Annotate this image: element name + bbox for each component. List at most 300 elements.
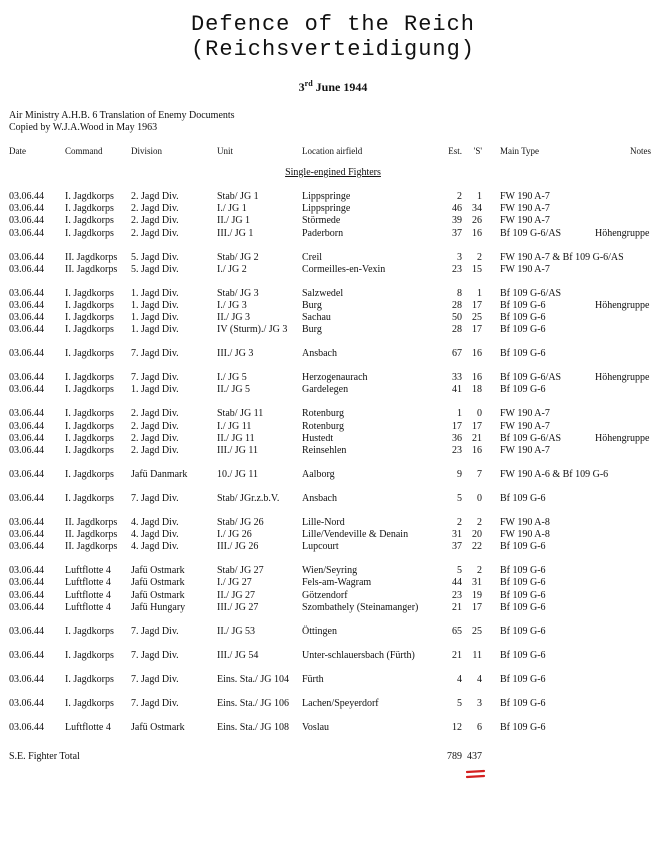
main-type-cell: Bf 109 G-6 <box>500 577 546 589</box>
division-cell: 7. Jagd Div. <box>131 673 179 685</box>
date-cell: 03.06.44 <box>9 721 44 733</box>
command-cell: Luftflotte 4 <box>65 589 111 601</box>
command-cell: II. Jagdkorps <box>65 529 118 541</box>
location-cell: Götzendorf <box>302 589 348 601</box>
main-type-cell: FW 190 A-6 & Bf 109 G-6 <box>500 468 609 480</box>
table-row <box>0 252 666 264</box>
main-type-cell: Bf 109 G-6 <box>500 384 546 396</box>
date-cell: 03.06.44 <box>9 191 44 202</box>
command-cell: Luftflotte 4 <box>65 721 111 733</box>
est-cell: 28 <box>452 299 462 311</box>
est-cell: 8 <box>457 287 462 299</box>
location-cell: Lippspringe <box>302 191 351 202</box>
notes-cell: Höhengruppe <box>595 432 650 444</box>
division-cell: 2. Jagd Div. <box>131 227 179 239</box>
table-row <box>0 433 666 445</box>
location-cell: Reinsehlen <box>302 444 347 456</box>
table-row <box>0 674 666 686</box>
unit-cell: Stab/ JG 1 <box>217 191 259 202</box>
total-row <box>0 751 666 763</box>
s-cell: 21 <box>472 432 482 444</box>
division-cell: Jafü Hungary <box>131 601 186 613</box>
unit-cell: III./ JG 3 <box>217 348 254 360</box>
s-cell: 2 <box>477 516 482 528</box>
unit-cell: I./ JG 26 <box>217 529 252 541</box>
date-cell: 03.06.44 <box>9 420 44 432</box>
command-cell: Luftflotte 4 <box>65 565 111 577</box>
division-cell: 2. Jagd Div. <box>131 432 179 444</box>
date-cell: 03.06.44 <box>9 324 44 336</box>
division-cell: Jafü Ostmark <box>131 589 185 601</box>
location-cell: Ansbach <box>302 348 337 360</box>
command-cell: I. Jagdkorps <box>65 227 114 239</box>
division-cell: 2. Jagd Div. <box>131 203 179 215</box>
est-cell: 5 <box>457 565 462 577</box>
location-cell: Burg <box>302 299 322 311</box>
date-cell: 03.06.44 <box>9 348 44 360</box>
division-cell: 7. Jagd Div. <box>131 348 179 360</box>
command-cell: Luftflotte 4 <box>65 577 111 589</box>
s-cell: 15 <box>472 263 482 275</box>
header-notes: Notes <box>630 146 651 156</box>
division-cell: 4. Jagd Div. <box>131 541 179 553</box>
date-cell: 03.06.44 <box>9 697 44 709</box>
unit-table <box>0 191 666 734</box>
command-cell: I. Jagdkorps <box>65 649 114 661</box>
unit-cell: II./ JG 27 <box>217 589 256 601</box>
est-cell: 67 <box>452 348 462 360</box>
location-cell: Lupcourt <box>302 541 339 553</box>
division-cell: 7. Jagd Div. <box>131 372 179 384</box>
notes-cell: Höhengruppe <box>595 372 650 384</box>
est-cell: 33 <box>452 372 462 384</box>
command-cell: I. Jagdkorps <box>65 492 114 504</box>
division-cell: Jafü Danmark <box>131 468 188 480</box>
total-label: S.E. Fighter Total <box>9 751 80 762</box>
command-cell: Luftflotte 4 <box>65 601 111 613</box>
est-cell: 2 <box>457 191 462 202</box>
division-cell: 1. Jagd Div. <box>131 287 179 299</box>
command-cell: II. Jagdkorps <box>65 263 118 275</box>
s-cell: 19 <box>472 589 482 601</box>
location-cell: Ansbach <box>302 492 337 504</box>
main-type-cell: Bf 109 G-6 <box>500 697 546 709</box>
table-row <box>0 384 666 396</box>
division-cell: 5. Jagd Div. <box>131 251 179 263</box>
s-cell: 26 <box>472 215 482 227</box>
unit-cell: Stab/ JG 26 <box>217 516 264 528</box>
notes-cell: Höhengruppe <box>595 299 650 311</box>
main-type-cell: Bf 109 G-6/AS <box>500 227 562 239</box>
main-type-cell: Bf 109 G-6 <box>500 649 546 661</box>
s-cell: 11 <box>472 649 482 661</box>
table-row <box>0 264 666 276</box>
division-cell: 7. Jagd Div. <box>131 625 179 637</box>
s-cell: 1 <box>477 191 482 202</box>
main-type-cell: Bf 109 G-6 <box>500 492 546 504</box>
division-cell: 5. Jagd Div. <box>131 263 179 275</box>
table-row <box>0 626 666 638</box>
table-row <box>0 493 666 505</box>
main-type-cell: FW 190 A-7 <box>500 203 550 215</box>
unit-cell: 10./ JG 11 <box>217 468 259 480</box>
unit-cell: Eins. Sta./ JG 108 <box>217 721 289 733</box>
s-cell: 31 <box>472 577 482 589</box>
unit-cell: Eins. Sta./ JG 106 <box>217 697 289 709</box>
est-cell: 37 <box>452 541 462 553</box>
est-cell: 4 <box>457 673 462 685</box>
main-type-cell: FW 190 A-7 <box>500 444 550 456</box>
location-cell: Herzogenaurach <box>302 372 368 384</box>
main-type-cell: FW 190 A-7 & Bf 109 G-6/AS <box>500 251 624 263</box>
main-type-cell: FW 190 A-7 <box>500 215 550 227</box>
main-type-cell: Bf 109 G-6 <box>500 324 546 336</box>
division-cell: 7. Jagd Div. <box>131 697 179 709</box>
command-cell: I. Jagdkorps <box>65 444 114 456</box>
est-cell: 21 <box>452 649 462 661</box>
main-type-cell: Bf 109 G-6 <box>500 673 546 685</box>
s-cell: 16 <box>472 444 482 456</box>
date-cell: 03.06.44 <box>9 541 44 553</box>
date-cell: 03.06.44 <box>9 227 44 239</box>
est-cell: 37 <box>452 227 462 239</box>
date-cell: 03.06.44 <box>9 601 44 613</box>
date-cell: 03.06.44 <box>9 384 44 396</box>
location-cell: Rotenburg <box>302 408 345 420</box>
location-cell: Cormeilles-en-Vexin <box>302 263 386 275</box>
division-cell: 2. Jagd Div. <box>131 215 179 227</box>
table-row <box>0 602 666 614</box>
command-cell: I. Jagdkorps <box>65 372 114 384</box>
location-cell: Lille/Vendeville & Denain <box>302 529 409 541</box>
header-main-type: Main Type <box>500 146 539 156</box>
date-cell: 03.06.44 <box>9 215 44 227</box>
est-cell: 5 <box>457 492 462 504</box>
division-cell: 1. Jagd Div. <box>131 384 179 396</box>
location-cell: Störmede <box>302 215 341 227</box>
est-cell: 17 <box>452 420 462 432</box>
s-cell: 4 <box>477 673 482 685</box>
table-row <box>0 541 666 553</box>
s-cell: 2 <box>477 251 482 263</box>
main-type-cell: Bf 109 G-6 <box>500 312 546 324</box>
unit-cell: III./ JG 27 <box>217 601 259 613</box>
unit-cell: I./ JG 27 <box>217 577 252 589</box>
s-cell: 16 <box>472 348 482 360</box>
date-cell: 03.06.44 <box>9 299 44 311</box>
s-cell: 20 <box>472 529 482 541</box>
source-line-1: Air Ministry A.H.B. 6 Translation of Enemy Documents <box>9 110 235 121</box>
command-cell: I. Jagdkorps <box>65 299 114 311</box>
total-est: 789 <box>447 751 462 762</box>
s-cell: 0 <box>477 492 482 504</box>
est-cell: 31 <box>452 529 462 541</box>
section-label: Single-engined Fighters <box>285 167 381 178</box>
est-cell: 23 <box>452 589 462 601</box>
unit-cell: III./ JG 26 <box>217 541 259 553</box>
s-cell: 22 <box>472 541 482 553</box>
date-cell: 03.06.44 <box>9 516 44 528</box>
command-cell: I. Jagdkorps <box>65 384 114 396</box>
date-cell: 03.06.44 <box>9 589 44 601</box>
est-cell: 9 <box>457 468 462 480</box>
total-s: 437 <box>467 751 482 762</box>
location-cell: Rotenburg <box>302 420 345 432</box>
date-heading <box>0 80 666 95</box>
date-suffix: rd <box>304 79 313 88</box>
command-cell: I. Jagdkorps <box>65 673 114 685</box>
location-cell: Lille-Nord <box>302 516 345 528</box>
main-type-cell: Bf 109 G-6 <box>500 541 546 553</box>
table-row <box>0 372 666 384</box>
unit-cell: Stab/ JG 11 <box>217 408 264 420</box>
table-row <box>0 300 666 312</box>
location-cell: Lachen/Speyerdorf <box>302 697 379 709</box>
s-cell: 0 <box>477 408 482 420</box>
unit-cell: Stab/ JG 3 <box>217 287 259 299</box>
table-row <box>0 650 666 662</box>
header-location: Location airfield <box>302 146 363 156</box>
est-cell: 46 <box>452 203 462 215</box>
location-cell: Unter-schlauersbach (Fürth) <box>302 649 415 661</box>
date-cell: 03.06.44 <box>9 649 44 661</box>
table-row <box>0 312 666 324</box>
est-cell: 21 <box>452 601 462 613</box>
s-cell: 6 <box>477 721 482 733</box>
main-type-cell: Bf 109 G-6/AS <box>500 432 562 444</box>
header-unit: Unit <box>217 146 234 156</box>
main-type-cell: Bf 109 G-6 <box>500 565 546 577</box>
main-type-cell: Bf 109 G-6 <box>500 721 546 733</box>
date-cell: 03.06.44 <box>9 432 44 444</box>
division-cell: 2. Jagd Div. <box>131 444 179 456</box>
command-cell: I. Jagdkorps <box>65 312 114 324</box>
command-cell: I. Jagdkorps <box>65 432 114 444</box>
est-cell: 23 <box>452 444 462 456</box>
location-cell: Hustedt <box>302 432 334 444</box>
main-type-cell: FW 190 A-7 <box>500 408 550 420</box>
division-cell: 4. Jagd Div. <box>131 516 179 528</box>
s-cell: 25 <box>472 625 482 637</box>
date-rest: June 1944 <box>315 80 368 94</box>
document-title <box>0 12 666 62</box>
location-cell: Lippspringe <box>302 203 351 215</box>
s-cell: 17 <box>472 324 482 336</box>
unit-cell: Stab/ JG 27 <box>217 565 264 577</box>
est-cell: 28 <box>452 324 462 336</box>
location-cell: Öttingen <box>302 625 337 637</box>
table-row <box>0 408 666 420</box>
command-cell: I. Jagdkorps <box>65 625 114 637</box>
unit-cell: Stab/ JG 2 <box>217 251 259 263</box>
command-cell: II. Jagdkorps <box>65 516 118 528</box>
unit-cell: II./ JG 5 <box>217 384 251 396</box>
date-cell: 03.06.44 <box>9 287 44 299</box>
s-cell: 25 <box>472 312 482 324</box>
location-cell: Sachau <box>302 312 331 324</box>
location-cell: Paderborn <box>302 227 344 239</box>
main-type-cell: Bf 109 G-6/AS <box>500 287 562 299</box>
division-cell: 2. Jagd Div. <box>131 191 179 202</box>
header-division: Division <box>131 146 163 156</box>
date-cell: 03.06.44 <box>9 263 44 275</box>
location-cell: Fels-am-Wagram <box>302 577 372 589</box>
command-cell: I. Jagdkorps <box>65 191 114 202</box>
division-cell: Jafü Ostmark <box>131 721 185 733</box>
main-type-cell: Bf 109 G-6 <box>500 299 546 311</box>
location-cell: Szombathely (Steinamanger) <box>302 601 419 613</box>
est-cell: 44 <box>452 577 462 589</box>
location-cell: Fürth <box>302 673 324 685</box>
command-cell: I. Jagdkorps <box>65 468 114 480</box>
date-cell: 03.06.44 <box>9 251 44 263</box>
est-cell: 36 <box>452 432 462 444</box>
table-row <box>0 517 666 529</box>
location-cell: Gardelegen <box>302 384 349 396</box>
table-row <box>0 577 666 589</box>
command-cell: II. Jagdkorps <box>65 541 118 553</box>
s-cell: 7 <box>477 468 482 480</box>
table-row <box>0 348 666 360</box>
date-cell: 03.06.44 <box>9 673 44 685</box>
location-cell: Voslau <box>302 721 330 733</box>
table-row <box>0 529 666 541</box>
header-s: 'S' <box>473 146 482 156</box>
unit-cell: Stab/ JGr.z.b.V. <box>217 492 280 504</box>
est-cell: 12 <box>452 721 462 733</box>
main-type-cell: FW 190 A-7 <box>500 191 550 202</box>
table-row <box>0 288 666 300</box>
location-cell: Wien/Seyring <box>302 565 358 577</box>
unit-cell: I./ JG 11 <box>217 420 252 432</box>
table-row <box>0 191 666 203</box>
date-cell: 03.06.44 <box>9 444 44 456</box>
command-cell: I. Jagdkorps <box>65 420 114 432</box>
table-row <box>0 590 666 602</box>
header-est: Est. <box>448 146 462 156</box>
s-cell: 34 <box>472 203 482 215</box>
title-line-1: Defence of the Reich <box>190 12 476 37</box>
date-cell: 03.06.44 <box>9 468 44 480</box>
command-cell: I. Jagdkorps <box>65 697 114 709</box>
main-type-cell: Bf 109 G-6 <box>500 625 546 637</box>
s-cell: 17 <box>472 299 482 311</box>
division-cell: 2. Jagd Div. <box>131 408 179 420</box>
header-date: Date <box>9 146 26 156</box>
command-cell: I. Jagdkorps <box>65 287 114 299</box>
division-cell: Jafü Ostmark <box>131 565 185 577</box>
title-line-2: (Reichsverteidigung) <box>190 37 476 62</box>
command-cell: I. Jagdkorps <box>65 324 114 336</box>
main-type-cell: FW 190 A-8 <box>500 529 550 541</box>
main-type-cell: FW 190 A-8 <box>500 516 550 528</box>
s-cell: 18 <box>472 384 482 396</box>
unit-cell: III./ JG 1 <box>217 227 254 239</box>
table-row <box>0 565 666 577</box>
date-cell: 03.06.44 <box>9 577 44 589</box>
s-cell: 3 <box>477 697 482 709</box>
s-cell: 2 <box>477 565 482 577</box>
location-cell: Burg <box>302 324 322 336</box>
division-cell: 4. Jagd Div. <box>131 529 179 541</box>
est-cell: 2 <box>457 516 462 528</box>
date-cell: 03.06.44 <box>9 529 44 541</box>
notes-cell: Höhengruppe <box>595 227 650 239</box>
date-cell: 03.06.44 <box>9 625 44 637</box>
division-cell: 7. Jagd Div. <box>131 649 179 661</box>
unit-cell: I./ JG 5 <box>217 372 247 384</box>
source-note <box>9 110 235 134</box>
date-cell: 03.06.44 <box>9 372 44 384</box>
table-row <box>0 698 666 710</box>
est-cell: 1 <box>457 408 462 420</box>
table-row <box>0 215 666 227</box>
table-header <box>0 145 666 157</box>
est-cell: 41 <box>452 384 462 396</box>
est-cell: 23 <box>452 263 462 275</box>
location-cell: Aalborg <box>302 468 335 480</box>
table-row <box>0 445 666 457</box>
table-row <box>0 203 666 215</box>
table-row <box>0 421 666 433</box>
date-cell: 03.06.44 <box>9 492 44 504</box>
unit-cell: I./ JG 2 <box>217 263 247 275</box>
est-cell: 3 <box>457 251 462 263</box>
s-cell: 16 <box>472 372 482 384</box>
header-command: Command <box>65 146 103 156</box>
unit-cell: III./ JG 11 <box>217 444 259 456</box>
unit-cell: III./ JG 54 <box>217 649 259 661</box>
double-underline-mark <box>466 768 486 780</box>
command-cell: I. Jagdkorps <box>65 408 114 420</box>
est-cell: 39 <box>452 215 462 227</box>
s-cell: 1 <box>477 287 482 299</box>
command-cell: II. Jagdkorps <box>65 251 118 263</box>
main-type-cell: Bf 109 G-6 <box>500 348 546 360</box>
table-row <box>0 722 666 734</box>
unit-cell: I./ JG 1 <box>217 203 247 215</box>
unit-cell: II./ JG 3 <box>217 312 251 324</box>
unit-cell: I./ JG 3 <box>217 299 247 311</box>
unit-cell: Eins. Sta./ JG 104 <box>217 673 289 685</box>
date-cell: 03.06.44 <box>9 565 44 577</box>
command-cell: I. Jagdkorps <box>65 215 114 227</box>
unit-cell: II./ JG 11 <box>217 432 255 444</box>
table-row <box>0 469 666 481</box>
division-cell: 7. Jagd Div. <box>131 492 179 504</box>
main-type-cell: Bf 109 G-6 <box>500 589 546 601</box>
date-cell: 03.06.44 <box>9 408 44 420</box>
location-cell: Creil <box>302 251 322 263</box>
source-line-2: Copied by W.J.A.Wood in May 1963 <box>9 122 158 133</box>
main-type-cell: FW 190 A-7 <box>500 420 550 432</box>
division-cell: 1. Jagd Div. <box>131 312 179 324</box>
est-cell: 50 <box>452 312 462 324</box>
unit-cell: IV (Sturm)./ JG 3 <box>217 324 288 336</box>
division-cell: 2. Jagd Div. <box>131 420 179 432</box>
division-cell: 1. Jagd Div. <box>131 324 179 336</box>
date-cell: 03.06.44 <box>9 312 44 324</box>
est-cell: 65 <box>452 625 462 637</box>
unit-cell: II./ JG 53 <box>217 625 256 637</box>
location-cell: Salzwedel <box>302 287 344 299</box>
s-cell: 17 <box>472 420 482 432</box>
table-row <box>0 324 666 336</box>
main-type-cell: Bf 109 G-6 <box>500 601 546 613</box>
date-cell: 03.06.44 <box>9 203 44 215</box>
command-cell: I. Jagdkorps <box>65 348 114 360</box>
s-cell: 17 <box>472 601 482 613</box>
